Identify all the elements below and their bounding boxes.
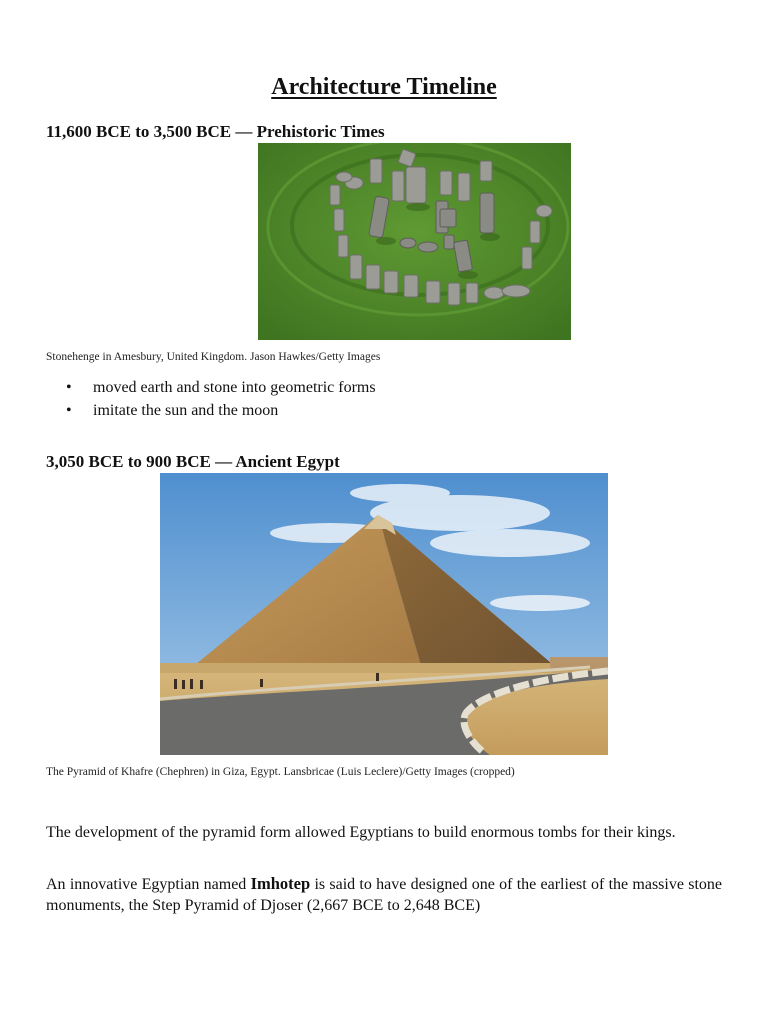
paragraph-imhotep: An innovative Egyptian named Imhotep is said to have designed one of the earliest of the massive stone monuments, the Step Pyramid of Djoser (2,667 BCE to 2,648 BCE) — [46, 874, 722, 914]
pyramid-of-khafre-photo — [160, 473, 608, 755]
imhotep-bold-text: Imhotep — [250, 874, 311, 893]
prehistoric-bullet-list — [66, 376, 376, 422]
pyramid-caption: The Pyramid of Khafre (Chephren) in Giza, Egypt. Lansbricae (Luis Leclere)/Getty Images (cropped) — [46, 766, 515, 778]
list-item: • imitate the sun and the moon — [66, 399, 376, 422]
section-heading-ancient-egypt: 3,050 BCE to 900 BCE — Ancient Egypt — [46, 452, 340, 471]
page-title: Architecture Timeline — [271, 74, 497, 100]
bullet-icon: • — [66, 379, 72, 396]
paragraph-pyramid-form: The development of the pyramid form allowed Egyptians to build enormous tombs for their kings. — [46, 824, 676, 841]
section-heading-prehistoric: 11,600 BCE to 3,500 BCE — Prehistoric Times — [46, 122, 385, 141]
bullet-icon: • — [66, 402, 72, 419]
list-item: • moved earth and stone into geometric forms — [66, 376, 376, 399]
stonehenge-caption: Stonehenge in Amesbury, United Kingdom. Jason Hawkes/Getty Images — [46, 351, 381, 363]
stonehenge-photo — [258, 143, 571, 340]
